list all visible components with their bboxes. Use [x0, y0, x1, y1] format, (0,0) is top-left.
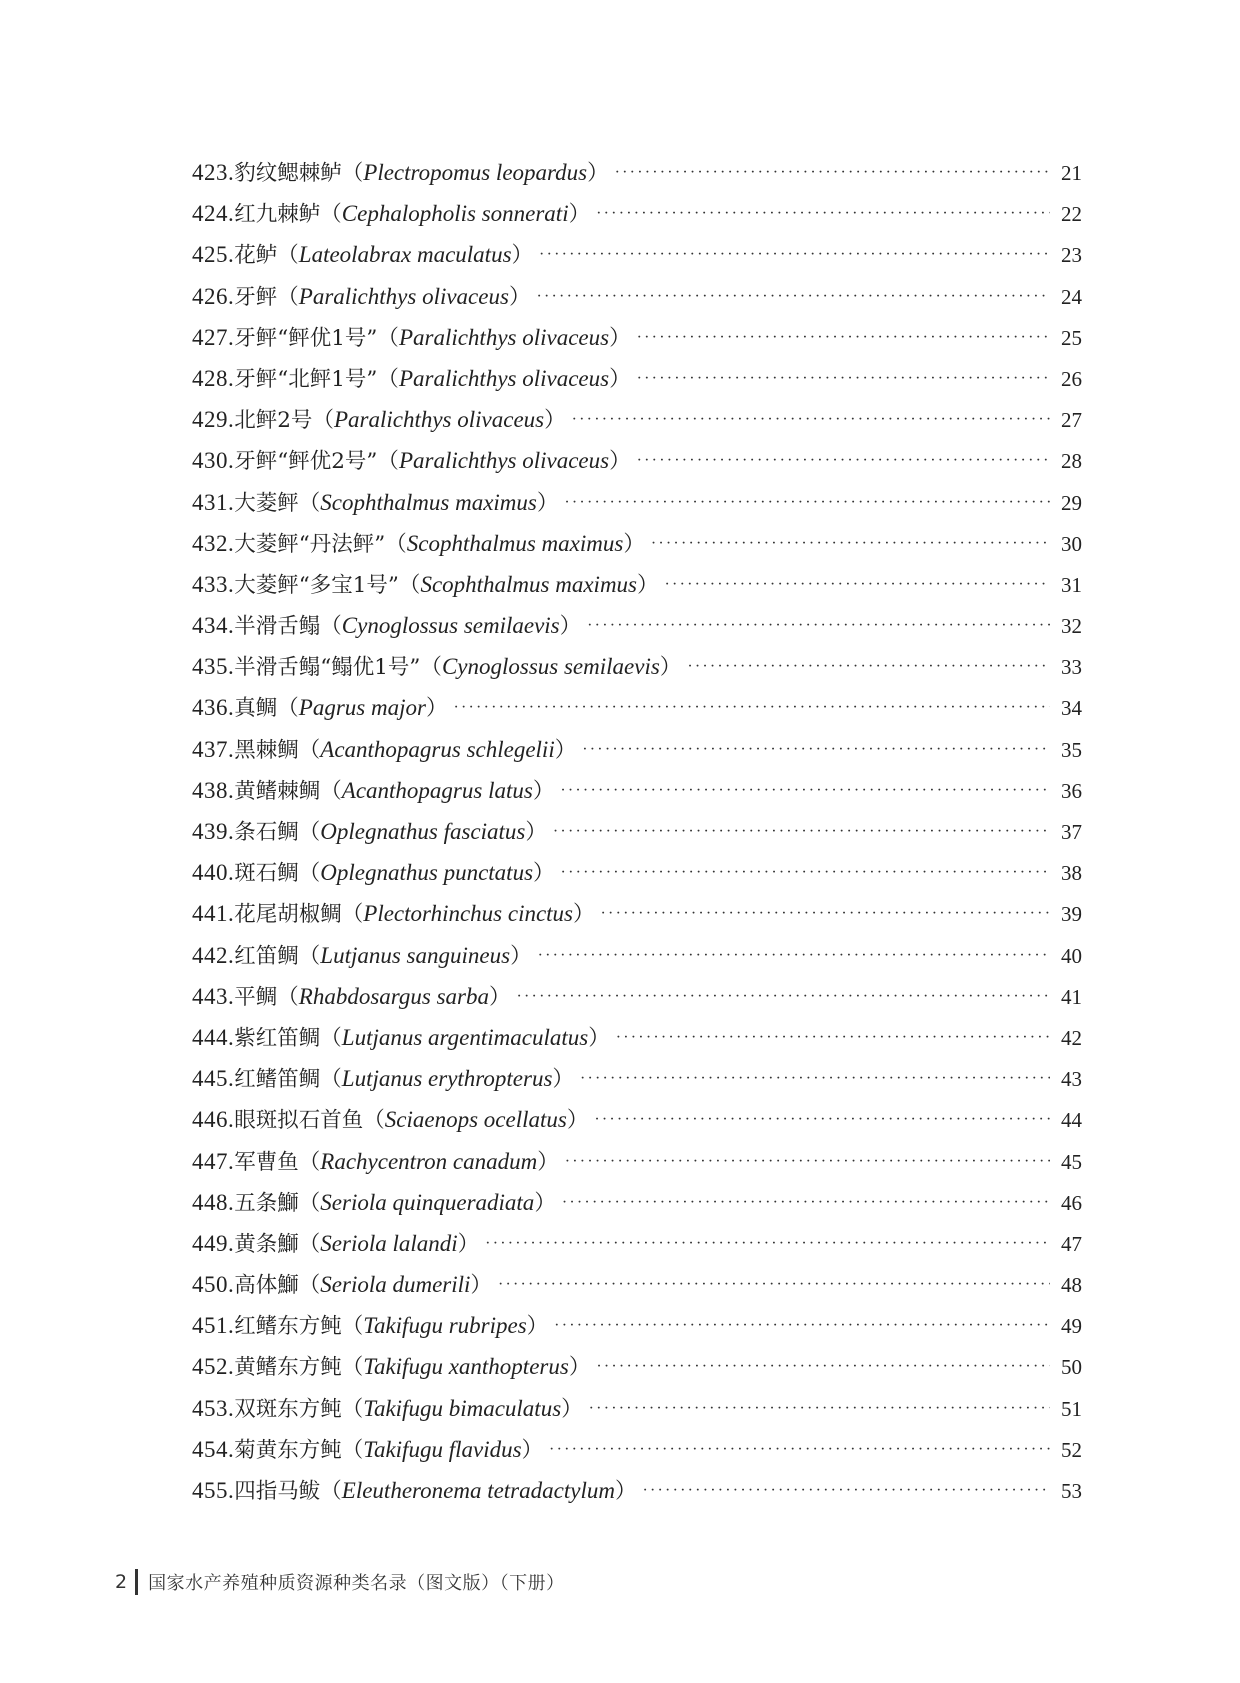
toc-paren-close: ）: [510, 943, 532, 969]
toc-entry-number: 436.: [192, 695, 235, 721]
toc-entry-page: 36: [1061, 778, 1082, 803]
toc-paren-open: （: [341, 1396, 364, 1422]
toc-paren-open: （: [385, 531, 407, 557]
toc-paren-close: ）: [566, 1108, 589, 1134]
toc-paren-close: ）: [425, 696, 448, 722]
toc-entry-number: 452.: [192, 1354, 235, 1380]
toc-paren-open: （: [298, 1231, 321, 1257]
toc-paren-close: ）: [511, 243, 534, 269]
footer-page-number: 2: [115, 1571, 128, 1593]
toc-entry-title: 平鲷: [234, 984, 278, 1010]
toc-entry-scientific-name: Scophthalmus maximus: [320, 489, 537, 515]
toc-entry-page: 22: [1061, 202, 1082, 227]
toc-entry[interactable]: [192, 1264, 1082, 1305]
toc-leader-dots: [580, 1058, 1050, 1099]
toc-paren-close: ）: [525, 820, 547, 845]
toc-entry[interactable]: [192, 976, 1082, 1017]
toc-leader-dots: [561, 852, 1050, 893]
toc-leader-dots: [562, 1182, 1050, 1223]
toc-leader-dots: [554, 1305, 1050, 1346]
toc-entry-scientific-name: Oplegnathus fasciatus: [320, 819, 526, 844]
toc-leader-dots: [536, 276, 1050, 317]
toc-paren-close: ）: [537, 1149, 559, 1175]
toc-entry-title: 红九棘鲈: [234, 202, 321, 228]
toc-paren-open: （: [277, 243, 299, 269]
toc-entry[interactable]: [192, 1058, 1082, 1099]
toc-entry[interactable]: [192, 152, 1082, 193]
toc-entry-scientific-name: Paralichthys olivaceus: [398, 448, 610, 474]
toc-entry-page: 37: [1061, 820, 1082, 844]
toc-entry[interactable]: [192, 1141, 1082, 1182]
toc-entry-scientific-name: Seriola dumerili: [320, 1272, 471, 1298]
toc-entry-number: 449.: [192, 1230, 235, 1256]
toc-entry[interactable]: [192, 482, 1082, 523]
toc-leader-dots: [642, 1470, 1050, 1511]
toc-entry-page: 25: [1061, 325, 1082, 350]
toc-entry-title: 大菱鲆“多宝1号”: [234, 572, 399, 598]
toc-entry-page: 39: [1061, 902, 1082, 927]
toc-entry-number: 438.: [192, 777, 235, 803]
toc-paren-open: （: [298, 861, 321, 887]
toc-paren-open: （: [298, 1273, 321, 1299]
toc-entry[interactable]: [192, 811, 1082, 852]
toc-entry-number: 451.: [192, 1313, 235, 1339]
toc-paren-open: （: [277, 284, 299, 310]
toc-entry-scientific-name: Scophthalmus maximus: [406, 530, 624, 556]
toc-entry-scientific-name: Lutjanus argentimaculatus: [341, 1024, 589, 1050]
toc-entry-title: 豹纹鳃棘鲈: [234, 161, 342, 186]
toc-entry-page: 51: [1061, 1396, 1082, 1421]
toc-paren-open: （: [398, 572, 421, 598]
toc-paren-open: （: [420, 655, 442, 681]
toc-paren-close: ）: [561, 1396, 583, 1422]
toc-entry[interactable]: [192, 234, 1082, 275]
toc-entry[interactable]: [192, 893, 1082, 934]
toc-paren-open: （: [341, 1355, 364, 1381]
footer-book-title: 国家水产养殖种质资源种类名录（图文版）（下册）: [148, 1573, 565, 1594]
toc-paren-close: ）: [533, 861, 555, 887]
toc-entry-title: 军曹鱼: [234, 1149, 299, 1175]
toc-entry-title: 红鳍东方鲀: [234, 1314, 342, 1340]
toc-entry-scientific-name: Plectorhinchus cinctus: [363, 901, 574, 927]
toc-paren-open: （: [377, 449, 399, 475]
toc-entry-title: 花尾胡椒鲷: [234, 902, 342, 928]
toc-entry-number: 428.: [192, 365, 235, 391]
toc-entry-title: 眼斑拟石首鱼: [234, 1108, 364, 1134]
toc-leader-dots: [601, 893, 1050, 934]
toc-entry[interactable]: [192, 1429, 1082, 1470]
toc-entry-scientific-name: Seriola quinqueradiata: [320, 1189, 535, 1215]
toc-paren-open: （: [277, 696, 299, 722]
toc-entry-scientific-name: Acanthopagrus schlegelii: [320, 736, 555, 762]
toc-leader-dots: [549, 1429, 1050, 1470]
toc-entry-title: 真鲷: [234, 696, 278, 722]
toc-leader-dots: [596, 193, 1050, 234]
toc-entry-page: 43: [1061, 1067, 1082, 1092]
toc-entry[interactable]: [192, 770, 1082, 811]
toc-entry-scientific-name: Paralichthys olivaceus: [333, 407, 545, 433]
toc-leader-dots: [564, 482, 1050, 523]
toc-entry-title: 花鲈: [234, 243, 278, 269]
toc-entry-number: 423.: [192, 160, 235, 185]
toc-entry-number: 450.: [192, 1272, 235, 1298]
toc-entry-number: 440.: [192, 860, 235, 886]
toc-entry[interactable]: [192, 1470, 1082, 1511]
toc-paren-open: （: [298, 490, 321, 516]
toc-paren-open: （: [377, 325, 399, 351]
toc-leader-dots: [615, 152, 1050, 193]
toc-entry[interactable]: [192, 1099, 1082, 1140]
toc-entry-scientific-name: Takifugu flavidus: [363, 1436, 522, 1462]
toc-paren-close: ）: [532, 778, 555, 804]
toc-paren-close: ）: [470, 1273, 492, 1299]
toc-paren-close: ）: [488, 984, 511, 1010]
toc-paren-close: ）: [614, 1479, 637, 1504]
toc-paren-open: （: [298, 1149, 321, 1175]
toc-entry-scientific-name: Seriola lalandi: [320, 1230, 458, 1256]
toc-paren-open: （: [320, 1067, 342, 1093]
toc-entry-page: 41: [1061, 984, 1082, 1009]
toc-leader-dots: [637, 440, 1050, 481]
toc-entry-page: 30: [1061, 531, 1082, 556]
toc-entry[interactable]: [192, 1388, 1082, 1429]
toc-leader-dots: [596, 1346, 1050, 1387]
toc-leader-dots: [565, 1141, 1050, 1182]
toc-entry-page: 44: [1061, 1108, 1082, 1133]
toc-paren-close: ）: [609, 449, 631, 475]
toc-entry-title: 北鲆2号: [234, 408, 313, 434]
toc-entry-page: 46: [1061, 1190, 1082, 1215]
toc-paren-close: ）: [609, 325, 631, 351]
toc-entry-scientific-name: Scophthalmus maximus: [420, 571, 638, 597]
toc-entry[interactable]: [192, 1346, 1082, 1387]
toc-paren-open: （: [312, 408, 334, 434]
toc-entry-scientific-name: Acanthopagrus latus: [341, 777, 533, 803]
toc-entry-page: 24: [1061, 284, 1082, 309]
page-footer: [115, 1568, 565, 1596]
toc-paren-close: ）: [521, 1437, 544, 1463]
toc-entry-number: 442.: [192, 942, 235, 968]
toc-paren-open: （: [341, 1314, 364, 1340]
toc-entry-scientific-name: Paralichthys olivaceus: [298, 283, 509, 309]
toc-entry-page: 40: [1061, 943, 1082, 968]
toc-entry-page: 47: [1061, 1231, 1082, 1256]
toc-paren-open: （: [298, 737, 321, 763]
toc-entry[interactable]: [192, 687, 1082, 728]
toc-entry-number: 437.: [192, 736, 235, 762]
toc-entry-title: 红鳍笛鲷: [234, 1067, 321, 1093]
toc-paren-open: （: [277, 984, 299, 1010]
toc-entry-page: 52: [1061, 1437, 1082, 1462]
toc-entry[interactable]: [192, 729, 1082, 770]
toc-entry-page: 53: [1061, 1479, 1082, 1503]
toc-entry-number: 435.: [192, 654, 235, 680]
toc-entry-title: 半滑舌鳎“鳎优1号”: [234, 655, 421, 681]
toc-entry-number: 441.: [192, 901, 235, 927]
toc-entry-scientific-name: Rhabdosargus sarba: [298, 983, 489, 1009]
toc-leader-dots: [594, 1099, 1050, 1140]
toc-paren-close: ）: [587, 161, 609, 186]
toc-entry-scientific-name: Eleutheronema tetradactylum: [341, 1478, 615, 1503]
toc-entry-title: 红笛鲷: [234, 943, 299, 969]
toc-leader-dots: [616, 1017, 1050, 1058]
toc-entry-number: 444.: [192, 1024, 235, 1050]
toc-entry-number: 434.: [192, 613, 235, 639]
toc-entry[interactable]: [192, 935, 1082, 976]
toc-entry-title: 半滑舌鳎: [234, 614, 321, 640]
toc-entry-number: 432.: [192, 530, 235, 556]
toc-entry-page: 48: [1061, 1273, 1082, 1298]
toc-leader-dots: [485, 1223, 1050, 1264]
toc-paren-open: （: [298, 943, 321, 969]
toc-entry-scientific-name: Paralichthys olivaceus: [398, 365, 610, 391]
toc-entry-number: 433.: [192, 571, 235, 597]
toc-paren-close: ）: [568, 202, 591, 228]
toc-entry-number: 430.: [192, 448, 235, 474]
toc-leader-dots: [651, 523, 1050, 564]
toc-leader-dots: [637, 317, 1050, 358]
toc-entry-page: 26: [1061, 366, 1082, 391]
toc-paren-close: ）: [568, 1355, 591, 1381]
toc-paren-open: （: [320, 778, 342, 804]
toc-entry-scientific-name: Sciaenops ocellatus: [384, 1107, 567, 1133]
toc-entry-scientific-name: Cynoglossus semilaevis: [341, 613, 560, 639]
toc-leader-dots: [637, 358, 1050, 399]
toc-entry-scientific-name: Paralichthys olivaceus: [398, 324, 610, 350]
table-of-contents: [192, 152, 1082, 1511]
toc-paren-open: （: [320, 1479, 342, 1504]
toc-entry-scientific-name: Lateolabrax maculatus: [298, 242, 512, 268]
toc-entry-scientific-name: Takifugu xanthopterus: [363, 1354, 569, 1380]
toc-paren-open: （: [341, 161, 364, 186]
toc-entry[interactable]: [192, 564, 1082, 605]
toc-paren-close: ）: [637, 572, 659, 598]
toc-entry-page: 49: [1061, 1314, 1082, 1339]
toc-leader-dots: [589, 1388, 1050, 1429]
toc-paren-open: （: [298, 820, 321, 845]
toc-paren-close: ）: [623, 531, 645, 557]
toc-entry-title: 黄鳍棘鲷: [234, 778, 321, 804]
toc-entry-number: 425.: [192, 242, 235, 268]
toc-entry-title: 斑石鲷: [234, 861, 299, 887]
toc-entry[interactable]: [192, 358, 1082, 399]
toc-entry-scientific-name: Takifugu rubripes: [363, 1313, 527, 1339]
toc-paren-open: （: [320, 614, 342, 640]
toc-entry-number: 439.: [192, 819, 235, 844]
toc-entry-scientific-name: Cynoglossus semilaevis: [441, 654, 660, 680]
toc-entry[interactable]: [192, 646, 1082, 687]
toc-entry[interactable]: [192, 1305, 1082, 1346]
toc-entry[interactable]: [192, 1182, 1082, 1223]
toc-entry-scientific-name: Takifugu bimaculatus: [363, 1395, 562, 1421]
toc-entry-page: 45: [1061, 1149, 1082, 1174]
toc-paren-open: （: [320, 202, 342, 228]
toc-entry-scientific-name: Lutjanus sanguineus: [320, 942, 511, 968]
toc-paren-open: （: [363, 1108, 385, 1134]
toc-entry-title: 紫红笛鲷: [234, 1025, 321, 1051]
toc-entry-page: 35: [1061, 737, 1082, 762]
toc-entry-scientific-name: Rachycentron canadum: [320, 1148, 538, 1174]
toc-entry-number: 453.: [192, 1395, 235, 1421]
toc-paren-open: （: [341, 902, 364, 928]
toc-leader-dots: [582, 729, 1050, 770]
toc-paren-close: ）: [659, 655, 682, 681]
toc-entry[interactable]: [192, 523, 1082, 564]
toc-entry-number: 424.: [192, 201, 235, 227]
toc-leader-dots: [538, 935, 1050, 976]
toc-leader-dots: [587, 605, 1050, 646]
toc-paren-close: ）: [559, 614, 582, 640]
toc-entry-number: 447.: [192, 1148, 235, 1174]
toc-entry-title: 双斑东方鲀: [234, 1396, 342, 1422]
toc-entry[interactable]: [192, 440, 1082, 481]
toc-entry-number: 448.: [192, 1189, 235, 1215]
toc-entry-page: 50: [1061, 1355, 1082, 1380]
toc-entry-title: 大菱鲆“丹法鲆”: [234, 531, 386, 557]
toc-paren-close: ）: [508, 284, 531, 310]
toc-entry-page: 21: [1061, 161, 1082, 185]
toc-leader-dots: [517, 976, 1051, 1017]
toc-entry-number: 429.: [192, 407, 235, 433]
toc-paren-close: ）: [526, 1314, 549, 1340]
toc-paren-open: （: [341, 1437, 364, 1463]
toc-entry-number: 443.: [192, 983, 235, 1009]
toc-entry-page: 27: [1061, 408, 1082, 433]
toc-entry[interactable]: [192, 605, 1082, 646]
toc-entry-page: 34: [1061, 696, 1082, 721]
toc-leader-dots: [453, 687, 1050, 728]
toc-entry-number: 431.: [192, 489, 235, 515]
toc-entry[interactable]: [192, 1017, 1082, 1058]
toc-paren-close: ）: [588, 1025, 610, 1051]
toc-entry-scientific-name: Oplegnathus punctatus: [320, 860, 534, 886]
toc-entry-title: 牙鲆: [234, 284, 278, 310]
toc-paren-open: （: [298, 1190, 321, 1216]
toc-entry-title: 黄条鰤: [234, 1231, 299, 1257]
toc-entry-page: 32: [1061, 614, 1082, 639]
toc-entry-title: 黄鳍东方鲀: [234, 1355, 342, 1381]
toc-entry-title: 四指马鲅: [234, 1479, 321, 1504]
toc-entry-page: 28: [1061, 449, 1082, 474]
toc-entry-page: 23: [1061, 243, 1082, 268]
toc-entry-number: 455.: [192, 1478, 235, 1503]
toc-paren-close: ）: [573, 902, 595, 928]
toc-leader-dots: [539, 234, 1050, 275]
toc-entry-page: 33: [1061, 655, 1082, 680]
toc-entry[interactable]: [192, 317, 1082, 358]
toc-entry-title: 牙鲆“鲆优1号”: [234, 325, 378, 351]
toc-entry[interactable]: [192, 852, 1082, 893]
toc-paren-close: ）: [534, 1190, 556, 1216]
toc-paren-close: ）: [554, 737, 577, 763]
toc-entry-title: 牙鲆“鲆优2号”: [234, 449, 378, 475]
toc-entry-number: 454.: [192, 1436, 235, 1462]
toc-leader-dots: [665, 564, 1050, 605]
toc-entry[interactable]: [192, 193, 1082, 234]
toc-leader-dots: [560, 770, 1050, 811]
toc-entry-scientific-name: Plectropomus leopardus: [363, 160, 588, 185]
toc-entry-title: 大菱鲆: [234, 490, 299, 516]
toc-entry-number: 445.: [192, 1066, 235, 1092]
toc-entry-title: 五条鰤: [234, 1190, 299, 1216]
toc-entry[interactable]: [192, 276, 1082, 317]
toc-leader-dots: [572, 399, 1050, 440]
toc-entry-scientific-name: Cephalopholis sonnerati: [341, 201, 569, 227]
toc-entry-title: 黑棘鲷: [234, 737, 299, 763]
toc-entry-number: 446.: [192, 1107, 235, 1133]
footer-divider: [135, 1569, 138, 1595]
toc-paren-close: ）: [536, 490, 559, 516]
toc-leader-dots: [553, 811, 1050, 852]
toc-entry-number: 426.: [192, 283, 235, 309]
toc-paren-close: ）: [457, 1231, 480, 1257]
toc-entry-scientific-name: Pagrus major: [298, 695, 426, 721]
toc-entry-number: 427.: [192, 324, 235, 350]
toc-entry[interactable]: [192, 399, 1082, 440]
toc-entry-page: 38: [1061, 861, 1082, 886]
toc-paren-close: ）: [552, 1067, 574, 1093]
toc-paren-open: （: [320, 1025, 342, 1051]
toc-leader-dots: [498, 1264, 1050, 1305]
toc-entry-title: 菊黄东方鲀: [234, 1437, 342, 1463]
toc-entry-title: 牙鲆“北鲆1号”: [234, 366, 378, 392]
toc-paren-close: ）: [544, 408, 566, 434]
toc-paren-close: ）: [609, 366, 631, 392]
toc-entry-title: 高体鰤: [234, 1273, 299, 1299]
toc-leader-dots: [687, 646, 1050, 687]
toc-entry-page: 31: [1061, 572, 1082, 597]
toc-entry-scientific-name: Lutjanus erythropterus: [341, 1066, 553, 1092]
toc-entry-title: 条石鲷: [234, 820, 299, 845]
toc-entry[interactable]: [192, 1223, 1082, 1264]
toc-entry-page: 42: [1061, 1025, 1082, 1050]
toc-entry-page: 29: [1061, 490, 1082, 515]
toc-paren-open: （: [377, 366, 399, 392]
